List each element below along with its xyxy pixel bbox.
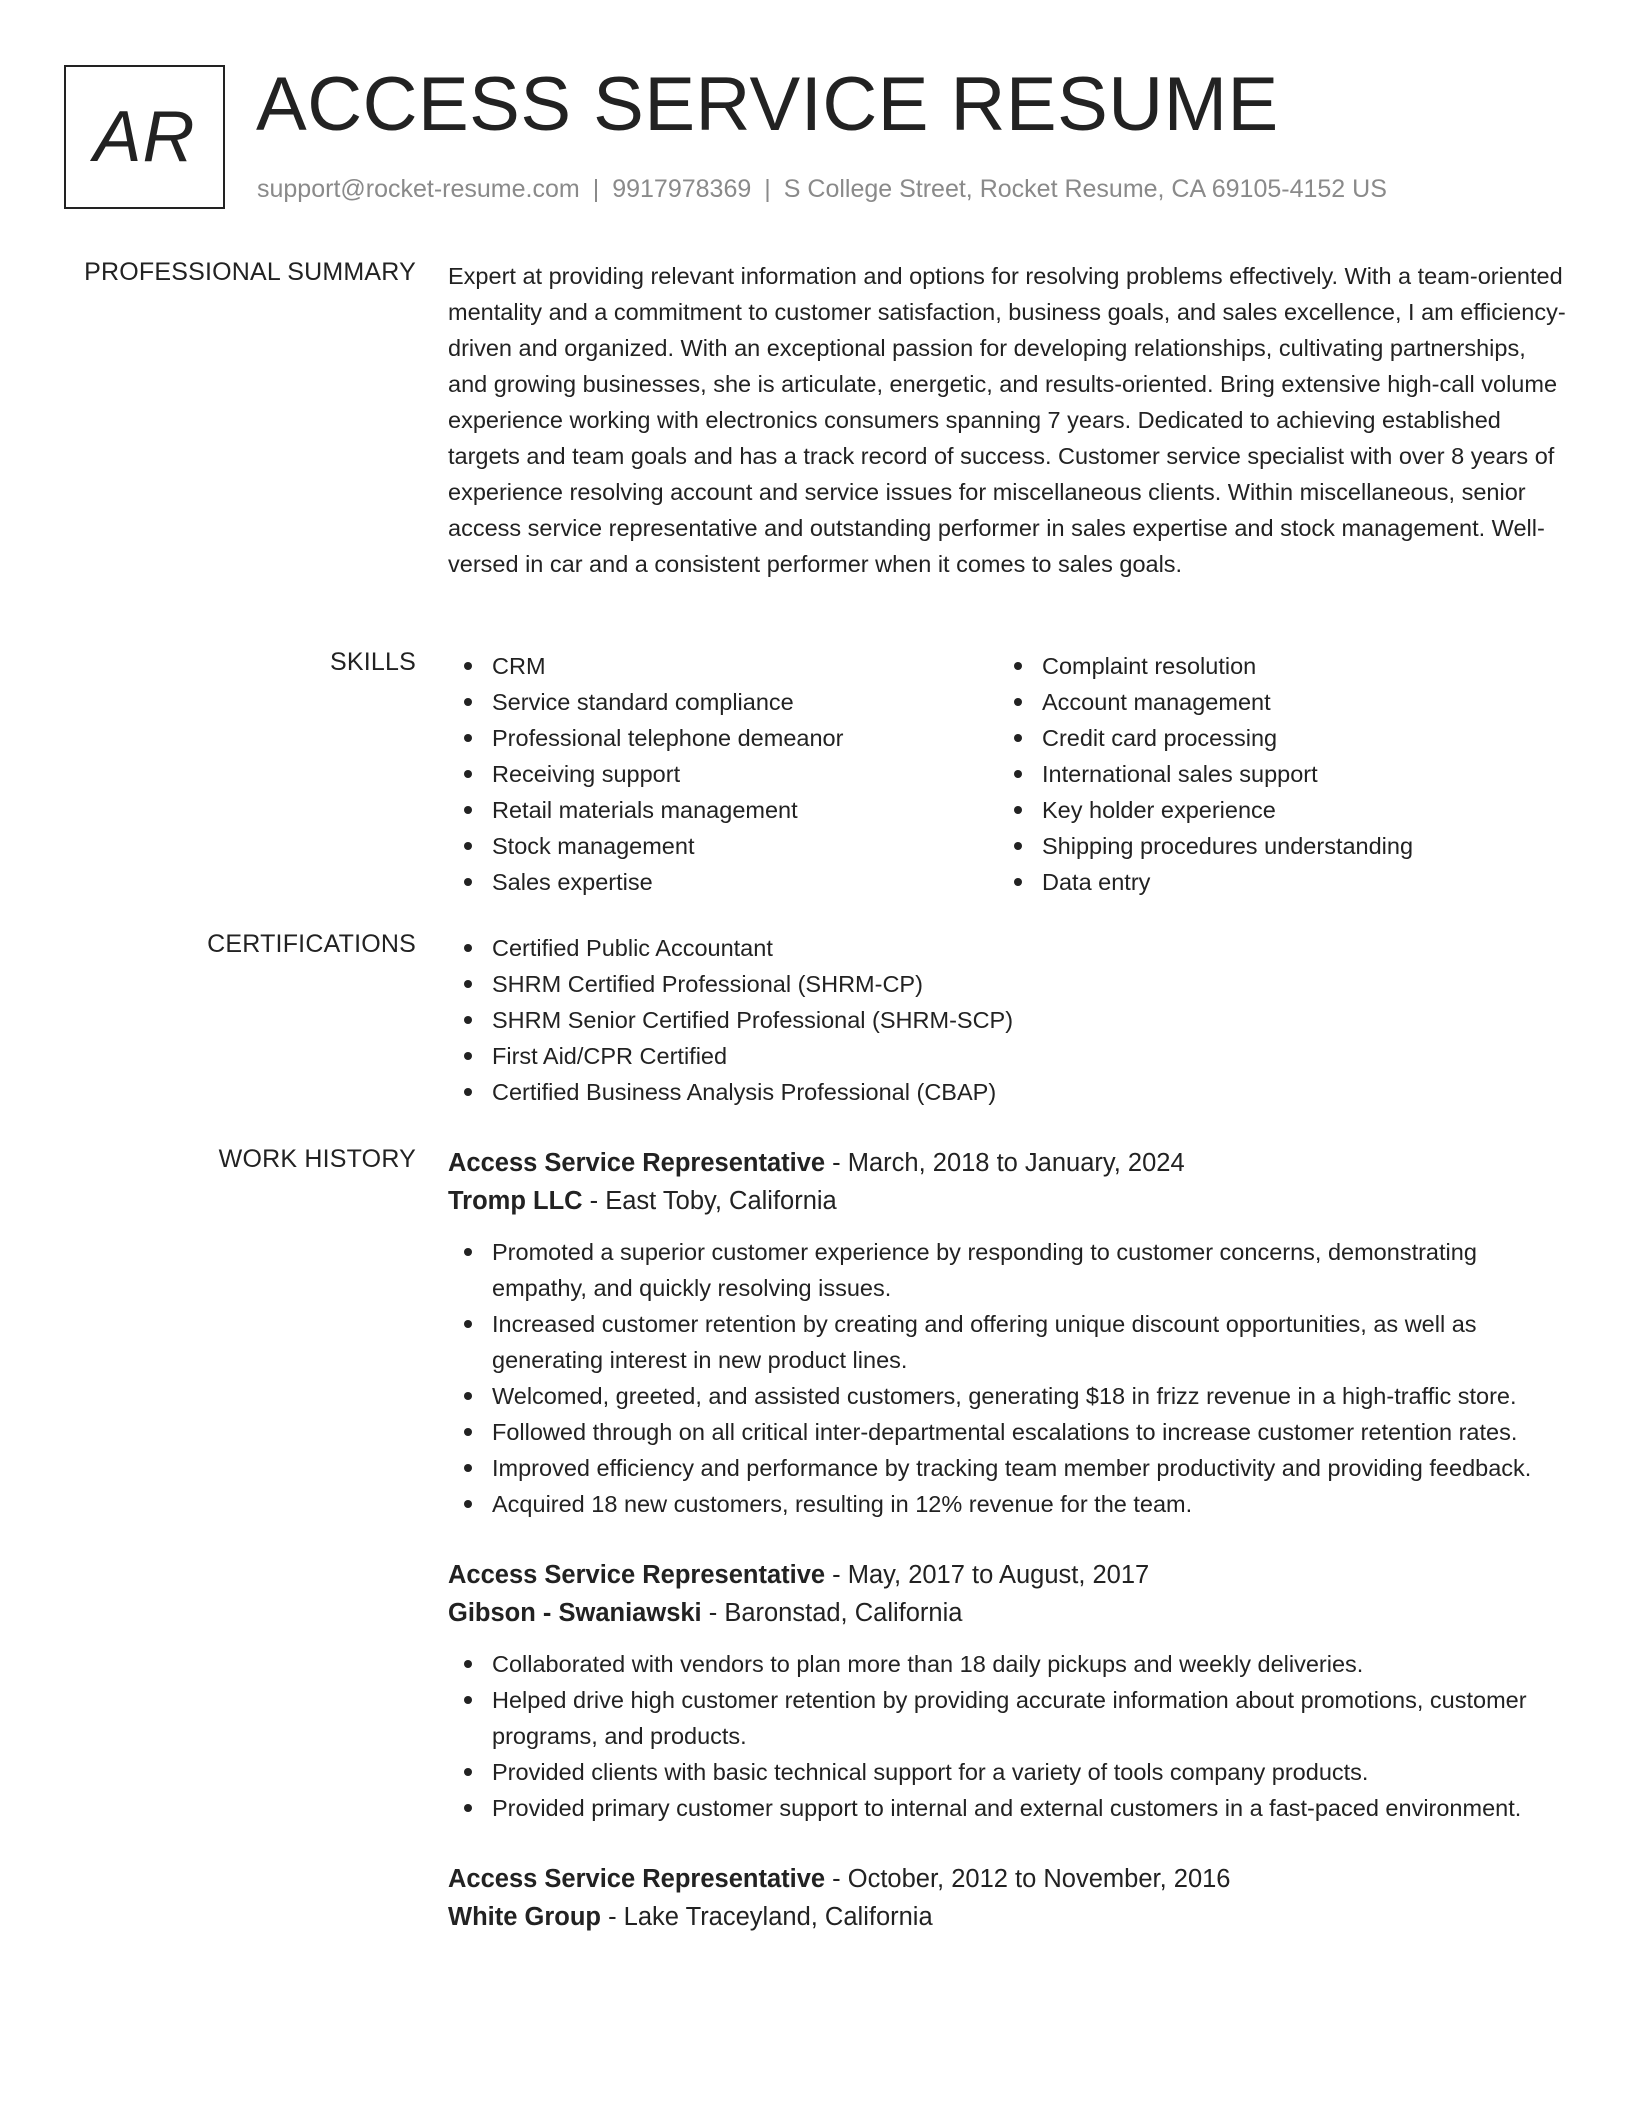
skill-item: Data entry bbox=[998, 864, 1548, 900]
job-bullet: Followed through on all critical inter-departmental escalations to increase customer retention rates. bbox=[448, 1414, 1568, 1450]
job-company: Tromp LLC bbox=[448, 1187, 583, 1215]
job-location: - East Toby, California bbox=[582, 1187, 837, 1215]
job-title: Access Service Representative bbox=[448, 1561, 826, 1589]
skill-item: International sales support bbox=[998, 756, 1548, 792]
job-bullet: Collaborated with vendors to plan more than 18 daily pickups and weekly deliveries. bbox=[448, 1646, 1568, 1682]
job-title-line bbox=[448, 1556, 1568, 1594]
job-dates: - May, 2017 to August, 2017 bbox=[825, 1561, 1150, 1589]
skills-column-left bbox=[448, 648, 998, 900]
skill-item: Stock management bbox=[448, 828, 998, 864]
skill-item: Credit card processing bbox=[998, 720, 1548, 756]
job-company-line bbox=[448, 1594, 1568, 1632]
contact-phone[interactable]: 9917978369 bbox=[612, 175, 752, 203]
certifications-list bbox=[448, 930, 1568, 1110]
job-bullet: Helped drive high customer retention by providing accurate information about promotions, customer programs, and products. bbox=[448, 1682, 1568, 1754]
skill-item: Complaint resolution bbox=[998, 648, 1548, 684]
job-title-line bbox=[448, 1144, 1568, 1182]
job-company-line bbox=[448, 1182, 1568, 1220]
section-label-work-history: WORK HISTORY bbox=[218, 1145, 416, 1173]
job-location: - Lake Traceyland, California bbox=[600, 1903, 933, 1931]
job-bullet: Welcomed, greeted, and assisted customers, generating $18 in frizz revenue in a high-traffic store. bbox=[448, 1378, 1568, 1414]
contact-email[interactable]: support@rocket-resume.com bbox=[257, 175, 580, 203]
skill-item: Shipping procedures understanding bbox=[998, 828, 1548, 864]
section-label-certifications: CERTIFICATIONS bbox=[207, 930, 416, 958]
certification-item: SHRM Certified Professional (SHRM-CP) bbox=[448, 966, 1568, 1002]
skill-item: Key holder experience bbox=[998, 792, 1548, 828]
job-title-line bbox=[448, 1860, 1568, 1898]
certification-item: SHRM Senior Certified Professional (SHRM-SCP) bbox=[448, 1002, 1568, 1038]
job-bullet: Provided primary customer support to internal and external customers in a fast-paced environment. bbox=[448, 1790, 1568, 1826]
job-company: White Group bbox=[448, 1903, 601, 1931]
skill-item: Sales expertise bbox=[448, 864, 998, 900]
monogram-box bbox=[64, 65, 225, 209]
skill-item: CRM bbox=[448, 648, 998, 684]
skill-item: Account management bbox=[998, 684, 1548, 720]
summary-text: Expert at providing relevant information and options for resolving problems effectively. With a team-oriented mentality and a commitment to customer satisfaction, business goals, and sales excellence, I am efficiency-driven and organized. With an exceptional passion for developing relationships, cultivating partnerships, and growing businesses, she is articulate, energetic, and results-oriented. Bring extensive high-call volume experience working with electronics consumers spanning 7 years. Dedicated to achieving established targets and team goals and has a track record of success. Customer service specialist with over 8 years of experience resolving account and service issues for miscellaneous clients. Within miscellaneous, senior access service representative and outstanding performer in sales expertise and stock management. Well-versed in car and a consistent performer when it comes to sales goals. bbox=[448, 263, 1566, 577]
job-bullets bbox=[448, 1234, 1568, 1522]
skill-item: Professional telephone demeanor bbox=[448, 720, 998, 756]
job-title: Access Service Representative bbox=[448, 1149, 826, 1177]
skills-list bbox=[448, 648, 1568, 900]
contact-separator: | bbox=[764, 175, 771, 203]
section-label-summary: PROFESSIONAL SUMMARY bbox=[84, 258, 416, 286]
section-label-skills: SKILLS bbox=[330, 648, 416, 676]
job-bullet: Provided clients with basic technical support for a variety of tools company products. bbox=[448, 1754, 1568, 1790]
job-bullet: Promoted a superior customer experience by responding to customer concerns, demonstrating empathy, and quickly resolving issues. bbox=[448, 1234, 1568, 1306]
certification-item: First Aid/CPR Certified bbox=[448, 1038, 1568, 1074]
job-bullets bbox=[448, 1646, 1568, 1826]
job-entry bbox=[448, 1556, 1568, 1826]
job-bullet: Acquired 18 new customers, resulting in 12% revenue for the team. bbox=[448, 1486, 1568, 1522]
job-dates: - October, 2012 to November, 2016 bbox=[825, 1865, 1231, 1893]
skills-column-right bbox=[998, 648, 1548, 900]
job-entry bbox=[448, 1860, 1568, 1936]
contact-separator: | bbox=[592, 175, 600, 203]
job-location: - Baronstad, California bbox=[701, 1599, 963, 1627]
resume-title: ACCESS SERVICE RESUME bbox=[256, 62, 1279, 147]
skill-item: Service standard compliance bbox=[448, 684, 998, 720]
certification-item: Certified Public Accountant bbox=[448, 930, 1568, 966]
monogram-initials: AR bbox=[93, 97, 196, 177]
work-history-list bbox=[448, 1144, 1568, 1970]
job-entry bbox=[448, 1144, 1568, 1522]
contact-address: S College Street, Rocket Resume, CA 69105-4152 US bbox=[783, 175, 1387, 203]
contact-line bbox=[257, 175, 1387, 204]
certification-item: Certified Business Analysis Professional (CBAP) bbox=[448, 1074, 1568, 1110]
skill-item: Receiving support bbox=[448, 756, 998, 792]
job-company: Gibson - Swaniawski bbox=[448, 1599, 702, 1627]
skill-item: Retail materials management bbox=[448, 792, 998, 828]
job-company-line bbox=[448, 1898, 1568, 1936]
resume-header bbox=[64, 62, 1584, 215]
job-title: Access Service Representative bbox=[448, 1865, 826, 1893]
job-bullet: Increased customer retention by creating and offering unique discount opportunities, as well as generating interest in new product lines. bbox=[448, 1306, 1568, 1378]
job-dates: - March, 2018 to January, 2024 bbox=[825, 1149, 1185, 1177]
job-bullet: Improved efficiency and performance by tracking team member productivity and providing feedback. bbox=[448, 1450, 1568, 1486]
